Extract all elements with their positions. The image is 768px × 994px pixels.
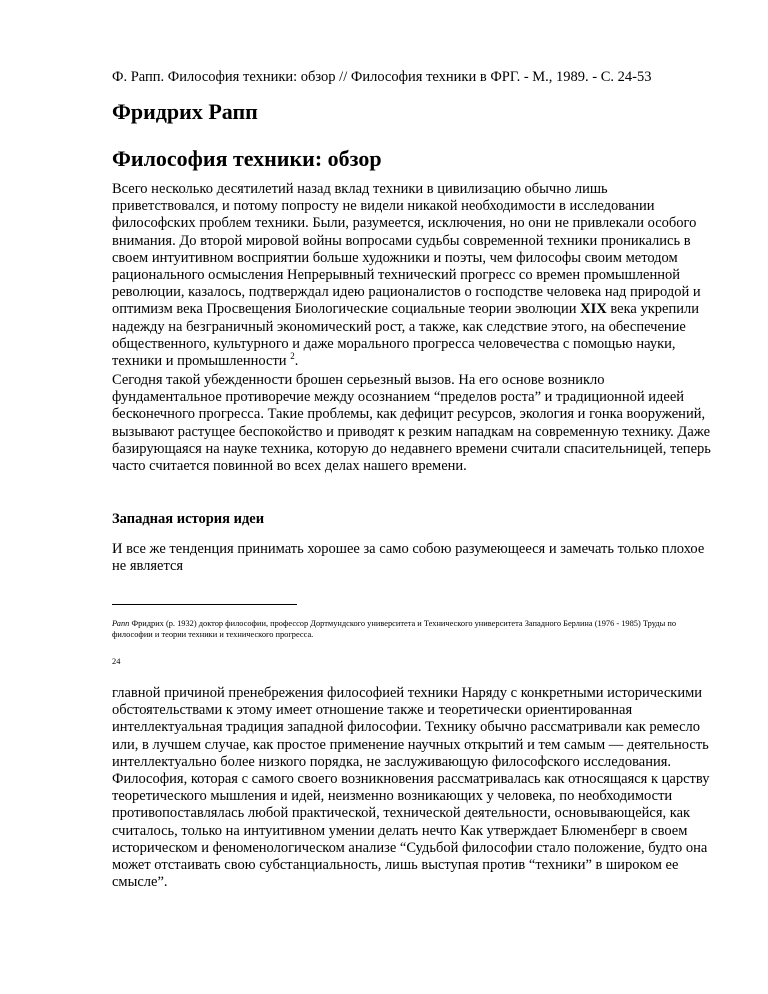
paragraph-intro-period: . [294,353,299,370]
section-heading: Западная история идеи [112,511,265,527]
paragraph-intro-text-end: века укрепили надежду на безграничный экономический рост, а также, как следствие этого, на обеспечение общественного, культурного и даже морального прогресса человечества с помощью науки, техники и промышленности [112,301,699,370]
author-heading: Фридрих Рапп [112,99,258,124]
footnote-reference[interactable]: 2 [290,351,295,362]
page-number: 24 [112,657,121,666]
paragraph-challenge: Сегодня такой убежденности брошен серьезный вызов. На его основе возникло фундаментальное противоречие между осознанием “пределов роста” и традиционной идеей бесконечного прогресса. Такие проблемы, как дефицит ресурсов, экология и гонка вооружений, вызывают растущее беспокойство и приводят к резким нападкам на современную технику. Даже базирующаяся на науке техника, которую до недавнего времени считали спасительницей, теперь часто считается повинной во всех делах нашего времени. [112,372,711,475]
century-bold: XIX [580,301,607,318]
footnote-text: Фридрих (р. 1932) доктор философии, профессор Дортмундского университета и Технического университета Западного Берлина (1976 - 1985) Труды по философии и теории техники и технического прогресса. [112,619,677,639]
footnote-divider [112,604,297,605]
paragraph-intro [112,181,712,370]
article-title: Философия техники: обзор [112,146,382,171]
paragraph-intro-text-start: Всего несколько десятилетий назад вклад техники в цивилизацию обычно лишь приветствовался, и потому попросту не видели никакой необходимости в исследовании философских проблем техники. Были, разумеется, исключения, но они не привлекали особого внимания. До второй мировой войны вопросами судьбы современной техники проникались в своем интуитивном восприятии больше художники и поэты, чем философы своим методом рационального осмысления Непрерывный технический прогресс со времен промышленной революции, казалось, подтверждал идею рационалистов о господстве человека над природой и оптимизм века Просвещения Биологические социальные теории эволюции [112,181,701,318]
paragraph-tendency: И все же тенденция принимать хорошее за само собою разумеющееся и замечать только плохое не является [112,541,705,575]
footnote [112,619,712,640]
bibliographic-citation: Ф. Рапп. Философия техники: обзор // Философия техники в ФРГ. - М., 1989. - С. 24-53 [112,69,652,85]
paragraph-western-tradition: главной причиной пренебрежения философией техники Наряду с конкретными историческими обстоятельствами к этому имеет отношение также и теоретически ориентированная интеллектуальная традиция западной философии. Технику обычно рассматривали как ремесло или, в лучшем случае, как простое применение научных открытий и тем самым — деятельность интеллектуально более низкого порядка, не заслуживающую философского исследования. Философия, которая с самого своего возникновения рассматривалась как относящаяся к царству теоретического мышления и идей, неизменно возникающих у человека, по необходимости противопоставлялась любой практической, технической деятельности, основывающейся, как считалось, только на интуитивном умении делать нечто Как утверждает Блюменберг в своем историческом и феноменологическом анализе “Судьбой философии стало положение, будто она может отстаивать свою субстанциальность, лишь выступая против “техники” в широком ее смысле”. [112,685,710,891]
footnote-author-name: Рапп [112,619,130,628]
